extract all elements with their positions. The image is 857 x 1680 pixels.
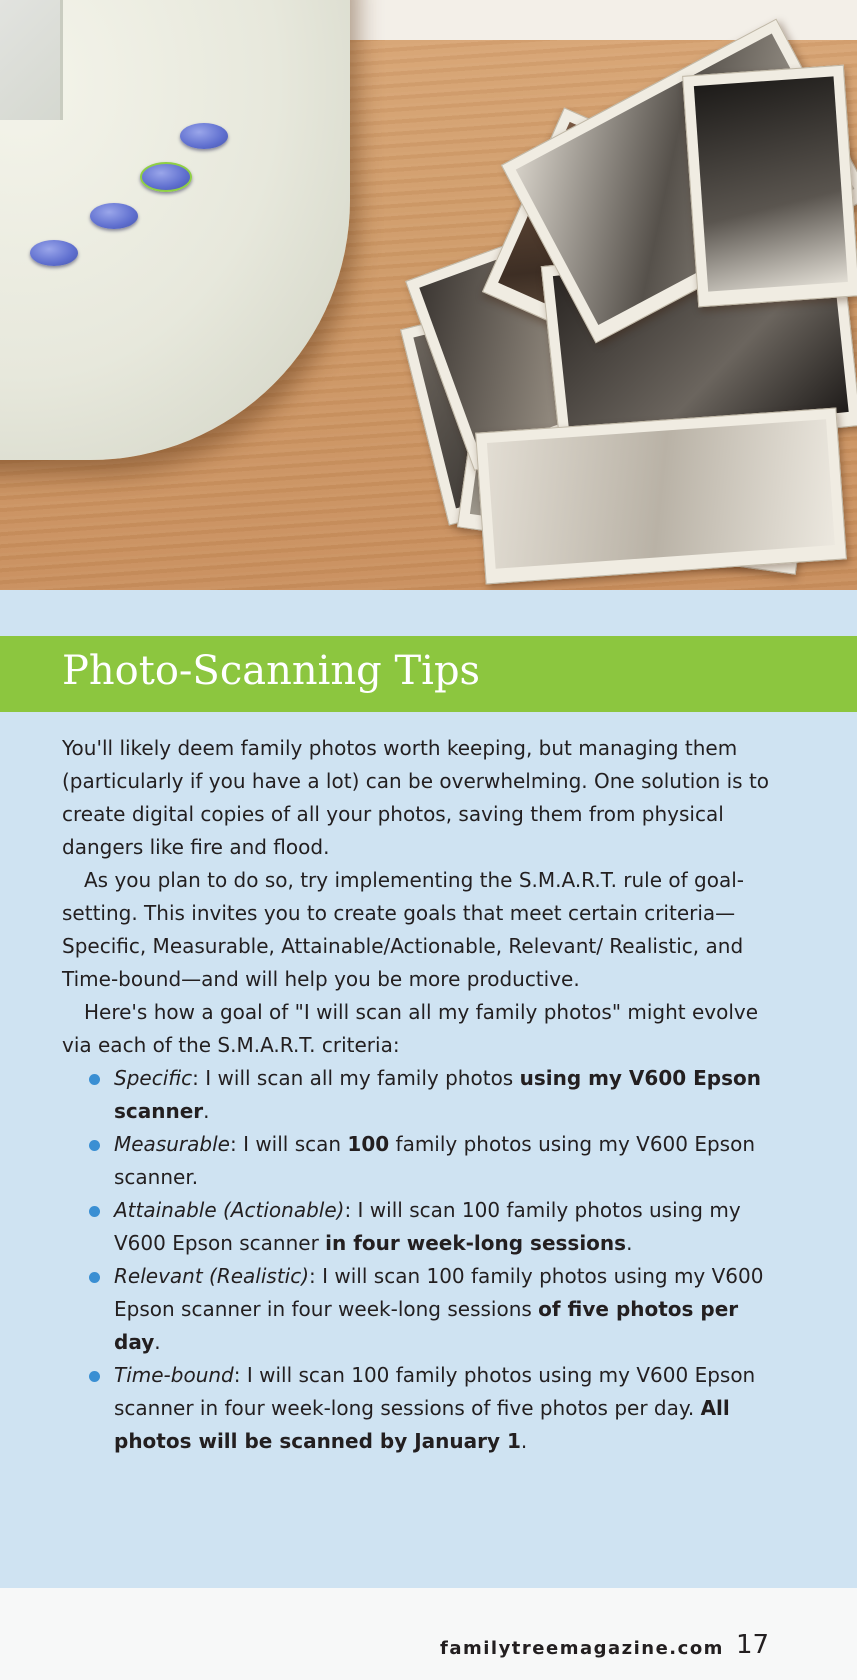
criterion-separator: : xyxy=(229,1132,244,1156)
list-item xyxy=(114,1260,774,1359)
criterion-emphasis: using my V600 Epson scanner xyxy=(114,1066,761,1123)
criterion-term: Specific xyxy=(114,1066,193,1090)
scanner-button-icon xyxy=(30,240,78,266)
criterion-text: I will scan 100 family photos using my V600 Epson scanner xyxy=(114,1198,741,1255)
criterion-text: I will scan 100 family photos using my V600 Epson scanner in four week-long sessions of five photos per day. xyxy=(114,1363,756,1420)
criterion-term: Time-bound xyxy=(114,1363,234,1387)
article-body xyxy=(62,732,774,1458)
criterion-tail: . xyxy=(154,1330,161,1354)
criterion-term: Relevant (Realistic) xyxy=(114,1264,310,1288)
criterion-separator: : xyxy=(309,1264,323,1288)
criterion-separator: : xyxy=(192,1066,206,1090)
photo-stack-illustration xyxy=(360,40,857,590)
criterion-emphasis: 100 xyxy=(347,1132,390,1156)
criterion-text: I will scan xyxy=(243,1132,348,1156)
criterion-term: Measurable xyxy=(114,1132,230,1156)
scanner-button-icon xyxy=(180,123,228,149)
paragraph-goal: Here's how a goal of "I will scan all my family photos" might evolve via each of the S.M.A.R.T. criteria: xyxy=(62,1000,759,1057)
list-item xyxy=(114,1359,774,1458)
paragraph-intro: You'll likely deem family photos worth keeping, but managing them (particularly if you have a lot) can be overwhelming. One solution is to create digital copies of all your photos, saving them from physical dangers like fire and flood. xyxy=(62,736,770,859)
page-number: 17 xyxy=(736,1630,770,1660)
paragraph-smart: As you plan to do so, try implementing the S.M.A.R.T. rule of goal-setting. This invites you to create goals that meet certain criteria—Specific, Measurable, Attainable/Actionable, Relevant/ Realistic, and Time-bound—and will help you be more productive. xyxy=(62,868,744,991)
criterion-separator: : xyxy=(233,1363,247,1387)
smart-criteria-list xyxy=(62,1062,774,1458)
scanner-button-icon xyxy=(90,203,138,229)
criterion-emphasis: All photos will be scanned by January 1 xyxy=(114,1396,730,1453)
title-bar xyxy=(0,636,857,712)
header-photo xyxy=(0,0,857,590)
page-footer xyxy=(0,1588,857,1680)
old-photo xyxy=(475,408,847,585)
criterion-term: Attainable (Actionable) xyxy=(114,1198,345,1222)
criterion-tail: . xyxy=(520,1429,528,1453)
criterion-separator: : xyxy=(344,1198,358,1222)
list-item xyxy=(114,1128,774,1194)
criterion-emphasis: in four week-long sessions xyxy=(325,1231,627,1255)
old-photo xyxy=(682,65,857,308)
criterion-tail: . xyxy=(626,1231,633,1255)
criterion-tail: family photos using my V600 Epson scanner. xyxy=(114,1132,756,1189)
list-item xyxy=(114,1194,774,1260)
list-item xyxy=(114,1062,774,1128)
criterion-emphasis: of five photos per day xyxy=(114,1297,739,1354)
scanner-lid xyxy=(0,0,63,120)
criterion-tail: . xyxy=(203,1099,210,1123)
website-url: familytreemagazine.com xyxy=(440,1638,724,1659)
criterion-text: I will scan 100 family photos using my V600 Epson scanner in four week-long sessions xyxy=(114,1264,764,1321)
criterion-text: I will scan all my family photos xyxy=(205,1066,520,1090)
article-title: Photo-Scanning Tips xyxy=(62,648,481,694)
scanner-button-icon xyxy=(140,162,192,192)
